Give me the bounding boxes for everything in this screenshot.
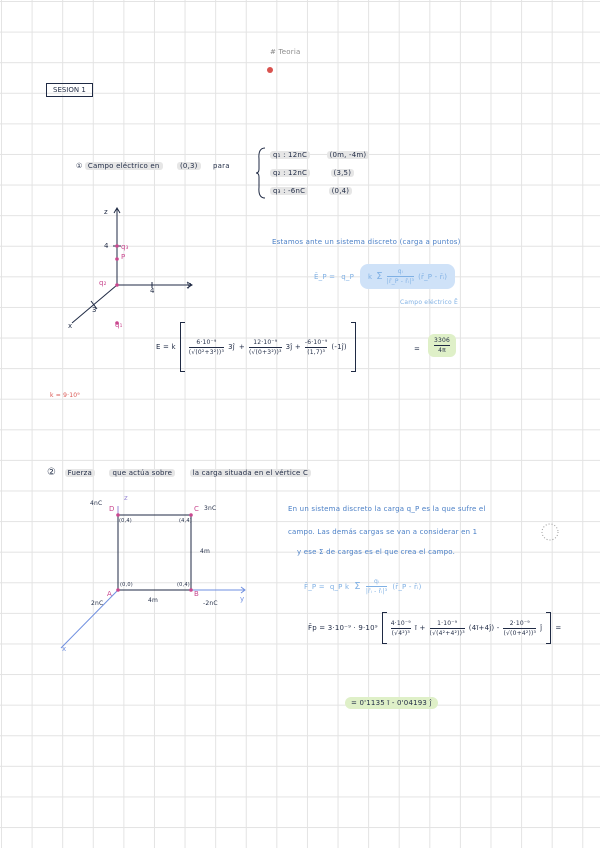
corner-d: D xyxy=(109,505,115,513)
charge-1-pos: (0m, -4m) xyxy=(327,151,370,159)
tick-3-x: 3 xyxy=(92,306,97,314)
expr-open-bracket xyxy=(180,322,185,372)
calc-term2 xyxy=(430,620,465,637)
p2-formula-num: qᵢ xyxy=(373,578,380,585)
problem2-number: ② xyxy=(47,467,57,478)
field-formula xyxy=(314,264,455,289)
calc-close-bracket xyxy=(546,612,551,644)
term3 xyxy=(305,339,328,356)
page-tag: # Teoria xyxy=(270,48,301,56)
calc-term1-den: (√4²)³ xyxy=(391,629,410,637)
side-right: 4m xyxy=(200,548,211,555)
charge-3 xyxy=(270,182,369,200)
problem1-title-a: Campo eléctrico en xyxy=(85,162,163,170)
problem1-axes-diagram xyxy=(65,205,205,335)
term2-vec: 3ĵ + xyxy=(285,343,301,351)
calc-term3-num: 2·10⁻⁹ xyxy=(509,619,530,627)
charge-c: 3nC xyxy=(204,505,217,512)
problem1-statement: Estamos ante un sistema discreto (carga a puntos) xyxy=(272,238,461,246)
p2-text-1: En un sistema discreto la carga q_P es la que sufre el xyxy=(288,505,486,513)
calc-term1-vec: ī + xyxy=(414,624,426,632)
problem1-title-b: para xyxy=(213,162,230,170)
charge-a: 2nC xyxy=(91,600,104,607)
problem2-heading xyxy=(47,467,311,478)
problem1-number: ① xyxy=(76,162,83,170)
axis-y-label: y xyxy=(187,281,192,289)
axis-z-label: z xyxy=(104,208,108,216)
result-1-fraction xyxy=(434,337,450,354)
label-q1: q₁ xyxy=(115,321,123,329)
calc-term2-vec: (4ī+4ĵ) - xyxy=(468,624,500,632)
result-1-den: 4π xyxy=(438,347,446,354)
calc-term2-den: (√(4²+4²))³ xyxy=(429,629,465,637)
p2-calculation xyxy=(308,612,561,644)
formula-highlight xyxy=(360,264,455,289)
term1-den: (√(0²+3²))³ xyxy=(188,348,225,356)
k-constant: k = 9·10⁹ xyxy=(50,392,80,399)
expr-close-bracket xyxy=(351,322,356,372)
problem2-title-a: Fuerza xyxy=(65,469,95,477)
result-1 xyxy=(428,334,456,357)
p2-text-3: y ese Σ de cargas es el que crea el campo. xyxy=(297,548,456,556)
p2-formula xyxy=(304,578,422,595)
term1-vec: 3ĵ xyxy=(228,343,235,351)
calc-term1 xyxy=(391,620,411,637)
problem2-title-c: la carga situada en el vértice C xyxy=(190,469,311,477)
calc-term2-num: 1·10⁻⁹ xyxy=(437,619,458,627)
session-title: SESION 1 xyxy=(46,83,93,97)
term2-num: 12·10⁻⁹ xyxy=(253,338,278,346)
side-bottom: 4m xyxy=(148,597,159,604)
p2-axis-z: z xyxy=(124,494,128,502)
tick-4-y: 4 xyxy=(150,287,155,295)
calc-term1-num: 4·10⁻⁹ xyxy=(390,619,411,627)
problem2-diagram xyxy=(55,500,255,660)
calc-equals: = xyxy=(555,624,562,632)
term3-den: (1,7)³ xyxy=(307,348,326,356)
charge-3-label: q₃ : -6nC xyxy=(270,187,308,195)
calc-open-bracket xyxy=(382,612,387,644)
label-p: P xyxy=(121,253,126,261)
formula-fraction xyxy=(387,268,414,285)
charge-3-pos: (0,4) xyxy=(329,187,353,195)
axis-x-label: x xyxy=(68,322,73,330)
p2-formula-fraction xyxy=(366,578,388,595)
corner-a: A xyxy=(107,590,112,598)
corner-c: C xyxy=(194,505,200,513)
calc-term3-vec: ĵ xyxy=(540,624,543,632)
calc-lhs: F̄p = 3·10⁻⁹ · 9·10⁹ xyxy=(308,624,378,632)
p2-formula-rest: q_P k xyxy=(329,582,350,591)
tick-4-z: 4 xyxy=(104,242,109,250)
problem1-heading xyxy=(76,162,230,170)
term2 xyxy=(249,339,282,356)
red-dot-marker xyxy=(267,67,273,73)
formula-num: qᵢ xyxy=(397,268,404,275)
formula-den: |r̄_P - r̄ᵢ|³ xyxy=(386,278,415,285)
formula-sum: Σ xyxy=(376,271,383,282)
coord-c: (4,4) xyxy=(179,518,192,524)
label-q3: q₃ xyxy=(121,243,129,251)
term3-num: -6·10⁻⁹ xyxy=(304,338,328,346)
charge-2-pos: (3,5) xyxy=(331,169,355,177)
charge-list xyxy=(270,146,369,200)
p2-axis-y: y xyxy=(240,595,245,603)
charge-2 xyxy=(270,164,369,182)
expr-lhs: E = k xyxy=(156,343,176,351)
formula-k: k xyxy=(368,272,373,281)
calc-term3 xyxy=(503,620,536,637)
coord-b: (0,4) xyxy=(177,582,190,588)
p2-formula-den: |r̄ᵢ - r̄ᵢ|³ xyxy=(365,588,388,595)
coord-d: (0,4) xyxy=(119,518,132,524)
problem1-title-point: (0,3) xyxy=(177,162,201,170)
charge-d: 4nC xyxy=(90,500,103,507)
p2-axis-x: x xyxy=(62,645,67,653)
term3-vec: (-1ĵ) xyxy=(331,343,347,351)
charge-2-label: q₂ : 12nC xyxy=(270,169,310,177)
term2-den: (√(0+3²))³ xyxy=(248,348,282,356)
formula-qp: q_P xyxy=(341,272,354,281)
charge-1 xyxy=(270,146,369,164)
formula-vec: (r̄_P - r̄ᵢ) xyxy=(418,272,448,281)
charge-b: -2nC xyxy=(203,600,218,607)
field-expression xyxy=(156,322,356,372)
p2-text-2: campo. Las demás cargas se van a considerar en 1 xyxy=(288,528,478,536)
plus-sign-1: + xyxy=(238,343,245,351)
dotted-circle-sketch xyxy=(540,522,560,542)
term1-num: 6·10⁻⁹ xyxy=(196,338,217,346)
expr-equals: = xyxy=(414,345,421,353)
p2-formula-vec: (r̄_P - r̄ᵢ) xyxy=(392,582,422,591)
p2-formula-lhs: F̄_P = xyxy=(304,582,325,591)
p2-result: = 0'1135 ī - 0'04193 ĵ xyxy=(345,697,438,709)
term1 xyxy=(189,339,224,356)
charge-1-label: q₁ : 12nC xyxy=(270,151,310,159)
coord-a: (0,0) xyxy=(120,582,133,588)
formula-note: Campo eléctrico Ē xyxy=(400,299,459,306)
calc-term3-den: (√(0+4²))³ xyxy=(503,629,537,637)
problem1-brace xyxy=(256,147,266,199)
corner-b: B xyxy=(194,590,200,598)
formula-lhs: Ē_P = xyxy=(314,272,336,281)
problem2-title-b: que actúa sobre xyxy=(109,469,175,477)
p2-formula-sum: Σ xyxy=(354,581,361,592)
result-1-num: 3306 xyxy=(434,337,451,344)
label-q2: q₂ xyxy=(99,279,107,287)
